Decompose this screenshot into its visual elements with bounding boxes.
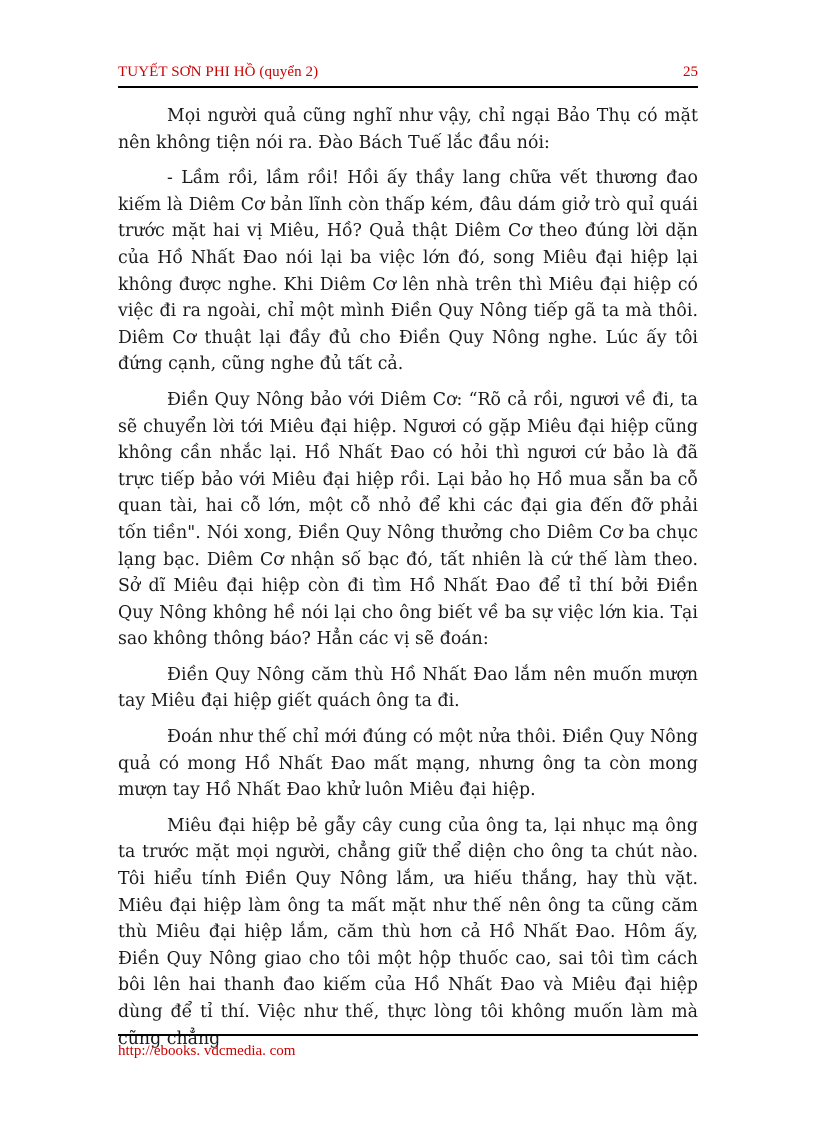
paragraph: Miêu đại hiệp bẻ gẫy cây cung của ông ta, lại nhục mạ ông ta trước mặt mọi người, chẳng giữ thể diện cho ông ta chút nào. Tôi hiểu tính Điền Quy Nông lắm, ưa hiếu thắng, hay thù vặt. Miêu đại hiệp làm ông ta mất mặt như thế nên ông ta cũng căm thù Miêu đại hiệp lắm, căm thù hơn cả Hồ Nhất Đao. Hôm ấy, Điền Quy Nông giao cho tôi một hộp thuốc cao, sai tôi tìm cách bôi lên hai thanh đao kiếm của Hồ Nhất Đao và Miêu đại hiệp dùng để tỉ thí. Việc như thế, thực lòng tôi không muốn làm mà cũng chẳng (118, 815, 698, 1049)
footer-divider (118, 1034, 698, 1036)
paragraph: Điền Quy Nông bảo với Diêm Cơ: “Rõ cả rồi, ngươi về đi, ta sẽ chuyển lời tới Miêu đại hiệp. Ngươi có gặp Miêu đại hiệp cũng không cần nhắc lại. Hồ Nhất Đao có hỏi thì ngươi cứ bảo là đã trực tiếp bảo với Miêu đại hiệp rồi. Lại bảo họ Hồ mua sẵn ba cỗ quan tài, hai cỗ lớn, một cỗ nhỏ để khi các đại gia đến đỡ phải tốn tiền". Nói xong, Điền Quy Nông thưởng cho Diêm Cơ ba chục lạng bạc. Diêm Cơ nhận số bạc đó, tất nhiên là cứ thế làm theo. Sở dĩ Miêu đại hiệp còn đi tìm Hồ Nhất Đao để tỉ thí bởi Điền Quy Nông không hề nói lại cho ông biết về ba sự việc lớn kia. Tại sao không thông báo? Hẳn các vị sẽ đoán: (118, 389, 698, 650)
page-number: 25 (683, 64, 698, 80)
paragraph: Điền Quy Nông căm thù Hồ Nhất Đao lắm nên muốn mượn tay Miêu đại hiệp giết quách ông ta đi. (118, 664, 698, 712)
book-title: TUYẾT SƠN PHI HỒ (quyển 2) (118, 64, 319, 80)
paragraph: Mọi người quả cũng nghĩ như vậy, chỉ ngại Bảo Thụ có mặt nên không tiện nói ra. Đào Bách Tuế lắc đầu nói: (118, 106, 698, 153)
paragraph: Đoán như thế chỉ mới đúng có một nửa thôi. Điền Quy Nông quả có mong Hồ Nhất Đao mất mạng, nhưng ông ta còn mong mượn tay Hồ Nhất Đao khử luôn Miêu đại hiệp. (118, 727, 698, 801)
page-header (118, 64, 698, 88)
footer-link[interactable]: http://ebooks. vdcmedia. com (118, 1043, 296, 1059)
page-body (118, 103, 698, 1061)
paragraph: - Lầm rồi, lầm rồi! Hồi ấy thầy lang chữa vết thương đao kiếm là Diêm Cơ bản lĩnh còn thấp kém, đâu dám giở trò quỉ quái trước mặt hai vị Miêu, Hồ? Quả thật Diêm Cơ theo đúng lời dặn của Hồ Nhất Đao nói lại ba việc lớn đó, song Miêu đại hiệp lại không được nghe. Khi Diêm Cơ lên nhà trên thì Miêu đại hiệp có việc đi ra ngoài, chỉ một mình Điền Quy Nông tiếp gã ta mà thôi. Diêm Cơ thuật lại đầy đủ cho Điền Quy Nông nghe. Lúc ấy tôi đứng cạnh, cũng nghe đủ tất cả. (118, 168, 698, 375)
